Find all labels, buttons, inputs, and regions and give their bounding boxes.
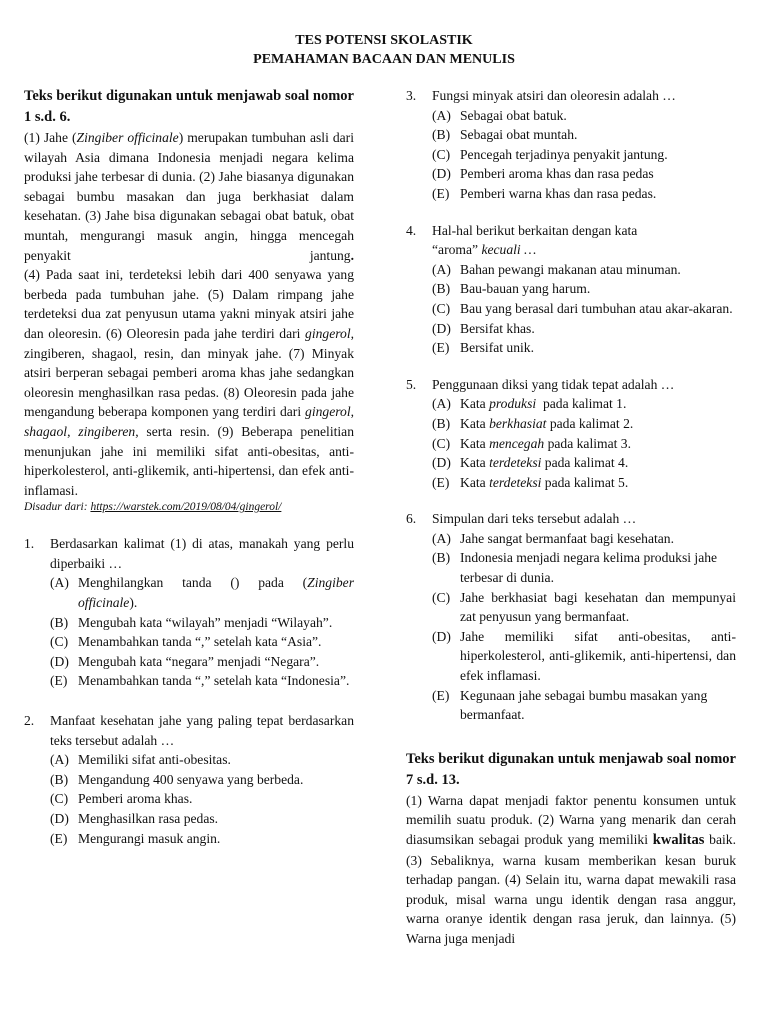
option-e[interactable]: (E) Menambahkan tanda “,” setelah kata “Indonesia”. [50, 673, 350, 689]
question-stem: Manfaat kesehatan jahe yang paling tepat berdasarkan teks tersebut adalah … [50, 713, 354, 748]
question-3: 3. Fungsi minyak atsiri dan oleoresin adalah … (A) Sebagai obat batuk. (B) Sebagai obat muntah. (C) Pencegah terjadinya penyakit jantung. (D) Pemberi aroma khas dan rasa pedas (E) Pemberi warna khas dan rasa pedas. [406, 86, 736, 204]
option-d[interactable]: (D) Pemberi aroma khas dan rasa pedas [432, 166, 654, 182]
question-stem: Simpulan dari teks tersebut adalah … [432, 511, 637, 527]
passage2-paragraph: (1) Warna dapat menjadi faktor penentu konsumen untuk memilih suatu produk. (2) Warna yang menarik dan cerah diasumsikan sebagai produk yang memiliki kwalitas baik. (3) Sebaliknya, warna kusam memberikan kesan buruk terhadap pangan. (4) Selain itu, warna dapat mewakili rasa produk, misal warna ungu identik dengan rasa anggur, warna oranye identik dengan rasa jeruk, dan lainnya. (5) Warna juga menjadi [406, 792, 736, 946]
option-c[interactable]: (C) Menambahkan tanda “,” setelah kata “Asia”. [50, 634, 322, 650]
question-5: 5. Penggunaan diksi yang tidak tepat adalah … (A) Kata produksi pada kalimat 1. (B) Kata berkhasiat pada kalimat 2. (C) Kata mencegah pada kalimat 3. (D) Kata terdeteksi pada kalimat 4. (E) Kata terdeteksi pada kalimat 5. [406, 375, 736, 493]
option-c[interactable]: (C) Jahe berkhasiat bagi kesehatan dan mempunyai zat penyusun yang bermanfaat. [432, 589, 736, 625]
option-a[interactable]: (A) Jahe sangat bermanfaat bagi kesehatan. [432, 530, 675, 546]
question-stem: Penggunaan diksi yang tidak tepat adalah … [432, 376, 675, 392]
right-column [406, 86, 736, 949]
option-b[interactable]: (B) Sebagai obat muntah. [432, 127, 578, 143]
option-d[interactable]: (D) Kata terdeteksi pada kalimat 4. [432, 455, 629, 471]
left-column [24, 86, 354, 848]
option-e[interactable]: (E) Pemberi warna khas dan rasa pedas. [432, 185, 657, 201]
passage1-paragraph-1: (1) Jahe (Zingiber officinale) merupakan tumbuhan asli dari wilayah Asia dimana Indonesia menjadi negara kelima produksi jahe terbesar di dunia. (2) Jahe biasanya digunakan sebagai bumbu masakan dan juga berkhasiat dalam kesehatan. (3) Jahe bisa digunakan sebagai obat batuk, obat muntah, mengurangi masuk angin, hingga mencegah penyakit jantung. [24, 130, 354, 263]
option-a[interactable]: (A) Bahan pewangi makanan atau minuman. [432, 261, 681, 277]
question-6: 6. Simpulan dari teks tersebut adalah … (A) Jahe sangat bermanfaat bagi kesehatan. (B) Indonesia menjadi negara kelima produksi jahe terbesar di dunia. (C) Jahe berkhasiat bagi kesehatan dan mempunyai zat penyusun yang bermanfaat. (D) Jahe memiliki sifat anti-obesitas, anti-hiperkolesterol, anti-glikemik, anti-hipertensi, dan efek inflamasi. (E) Kegunaan jahe sebagai bumbu masakan yang bermanfaat. [406, 509, 736, 725]
option-b[interactable]: (B) Kata berkhasiat pada kalimat 2. [432, 415, 634, 431]
option-a[interactable]: (A) Kata produksi pada kalimat 1. [432, 396, 627, 412]
page-title: TES POTENSI SKOLASTIK [295, 33, 473, 48]
passage2-heading: Teks berikut digunakan untuk menjawab soal nomor 7 s.d. 13. [406, 750, 736, 788]
passage1-heading: Teks berikut digunakan untuk menjawab soal nomor 1 s.d. 6. [24, 88, 354, 125]
option-d[interactable]: (D) Bersifat khas. [432, 320, 535, 336]
question-stem: Fungsi minyak atsiri dan oleoresin adalah … [432, 88, 676, 103]
option-b[interactable]: (B) Indonesia menjadi negara kelima produksi jahe terbesar di dunia. [432, 550, 718, 586]
question-stem: Berdasarkan kalimat (1) di atas, manakah yang perlu diperbaiki … [50, 536, 354, 571]
option-a[interactable]: (A) Menghilangkan tanda () pada (Zingiber officinale). [50, 575, 354, 611]
option-d[interactable]: (D) Mengubah kata “negara” menjadi “Negara”. [50, 653, 320, 669]
option-d[interactable]: (D) Menghasilkan rasa pedas. [50, 811, 219, 826]
question-1: 1. Berdasarkan kalimat (1) di atas, manakah yang perlu diperbaiki … (A) Menghilangkan tanda () pada (Zingiber officinale). (B) Mengubah kata “wilayah” menjadi “Wilayah”. (C) Menambahkan tanda “,” setelah kata “Asia”. (D) Mengubah kata “negara” menjadi “Negara”. (E) Menambahkan tanda “,” setelah kata “Indonesia”. [24, 534, 354, 691]
option-c[interactable]: (C) Pencegah terjadinya penyakit jantung. [432, 146, 668, 162]
option-d[interactable]: (D) Jahe memiliki sifat anti-obesitas, anti-hiperkolesterol, anti-glikemik, anti-hipertensi, dan efek inflamasi. [432, 628, 736, 684]
option-e[interactable]: (E) Kegunaan jahe sebagai bumbu masakan yang bermanfaat. [432, 687, 708, 723]
option-a[interactable]: (A) Sebagai obat batuk. [432, 107, 567, 123]
option-b[interactable]: (B) Mengubah kata “wilayah” menjadi “Wilayah”. [50, 614, 333, 630]
option-b[interactable]: (B) Bau-bauan yang harum. [432, 281, 591, 297]
option-c[interactable]: (C) Bau yang berasal dari tumbuhan atau akar-akaran. [432, 300, 733, 316]
question-stem: Hal-hal berikut berkaitan dengan kata “aroma” kecuali … [432, 222, 638, 258]
option-b[interactable]: (B) Mengandung 400 senyawa yang berbeda. [50, 771, 304, 787]
option-e[interactable]: (E) Bersifat unik. [432, 340, 534, 356]
question-2: 2. Manfaat kesehatan jahe yang paling tepat berdasarkan teks tersebut adalah … (A) Memiliki sifat anti-obesitas. (B) Mengandung 400 senyawa yang berbeda. (C) Pemberi aroma khas. (D) Menghasilkan rasa pedas. (E) Mengurangi masuk angin. [24, 711, 354, 848]
option-e[interactable]: (E) Mengurangi masuk angin. [50, 830, 221, 846]
option-c[interactable]: (C) Kata mencegah pada kalimat 3. [432, 435, 631, 451]
option-c[interactable]: (C) Pemberi aroma khas. [50, 791, 193, 807]
page-subtitle: PEMAHAMAN BACAAN DAN MENULIS [253, 52, 515, 67]
passage1-source: Disadur dari: https://warstek.com/2019/08/04/gingerol/ [24, 501, 282, 514]
option-a[interactable]: (A) Memiliki sifat anti-obesitas. [50, 752, 231, 768]
option-e[interactable]: (E) Kata terdeteksi pada kalimat 5. [432, 474, 629, 490]
question-4: 4. Hal-hal berikut berkaitan dengan kata “aroma” kecuali … (A) Bahan pewangi makanan atau minuman. (B) Bau-bauan yang harum. (C) Bau yang berasal dari tumbuhan atau akar-akaran. (D) Bersifat khas. (E) Bersifat unik. [406, 221, 736, 358]
passage1-paragraph-2: (4) Pada saat ini, terdeteksi lebih dari 400 senyawa yang berbeda pada tumbuhan jahe. (5) Dalam rimpang jahe terdeteksi dua zat penyusun utama yakni minyak atsiri jahe dan oleoresin. (6) Oleoresin pada jahe terdiri dari gingerol, zingiberen, shagaol, resin, dan minyak jahe. (7) Minyak atsiri berperan sebagai pemberi aroma khas jahe sedangkan oleoresin menghasilkan rasa pedas. (8) Oleoresin pada jahe mengandung beberapa komponen yang terdiri dari gingerol, shagaol, zingiberen, serta resin. (9) Beberapa penelitian menunjukan jahe ini memiliki sifat anti-obesitas, anti-hiperkolesterol, anti-glikemik, anti-hipertensi, dan efek anti-inflamasi. [24, 267, 354, 498]
